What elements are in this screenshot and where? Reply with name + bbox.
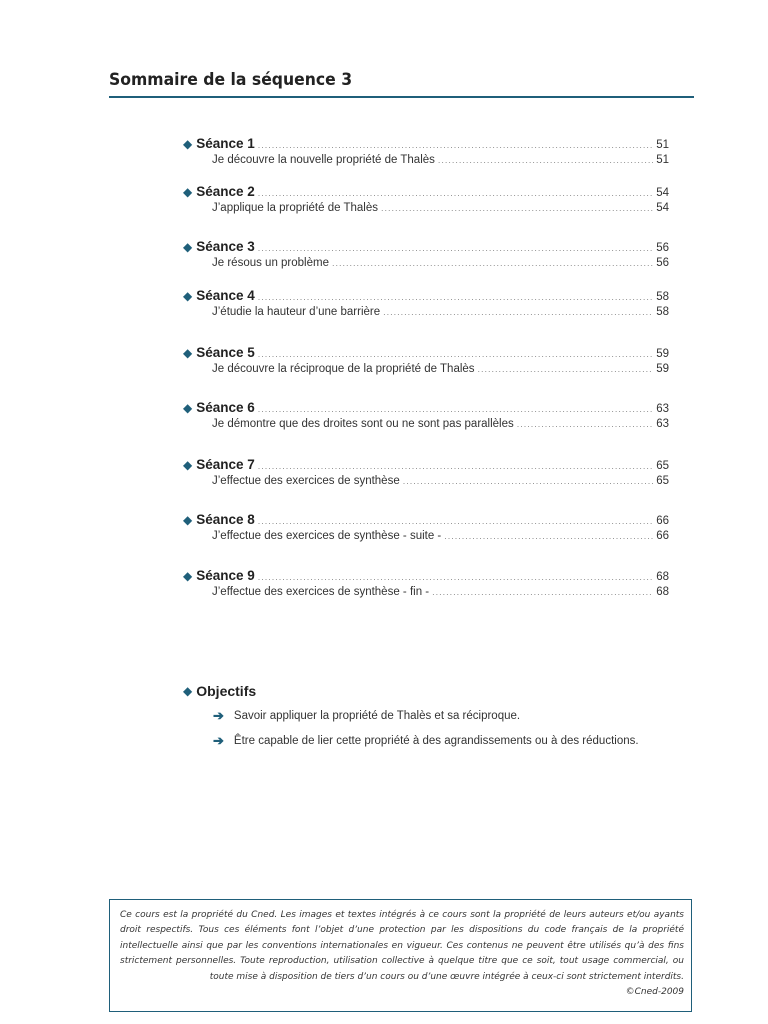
page-number: 58 [656,306,669,318]
toc-entry-5 [183,345,669,380]
arrow-right-icon: ➔ [213,708,224,723]
seance-title: Séance 6 [196,400,255,415]
seance-subtitle: J’effectue des exercices de synthèse - fin - [212,586,430,598]
toc-entry-9 [183,568,669,603]
diamond-icon: ◆ [183,401,193,415]
objectives-heading [183,683,683,699]
diamond-icon: ◆ [183,684,193,698]
seance-title: Séance 1 [196,136,255,151]
page-number: 59 [656,363,669,375]
subtitle-row[interactable] [183,363,669,380]
toc-entry-3 [183,239,669,274]
objective-text: Savoir appliquer la propriété de Thalès et sa réciproque. [233,710,521,722]
seance-row[interactable] [183,457,669,475]
seance-title: Séance 7 [196,457,255,472]
copyright-mark: ©Cned-2009 [625,987,684,998]
seance-subtitle: Je découvre la réciproque de la propriété de Thalès [212,363,475,375]
seance-row[interactable] [183,288,669,306]
seance-row[interactable] [183,568,669,586]
dot-leader [258,516,653,526]
dot-leader [432,587,653,597]
dot-leader [517,419,653,429]
toc-entry-2 [183,184,669,219]
seance-subtitle: Je démontre que des droites sont ou ne sont pas parallèles [212,418,514,430]
page-number: 68 [656,571,669,583]
toc-entry-6 [183,400,669,435]
seance-row[interactable] [183,239,669,257]
toc-entry-4 [183,288,669,323]
toc-entry-1 [183,136,669,171]
page-number: 58 [656,291,669,303]
page-number: 54 [656,187,669,199]
page-number: 68 [656,586,669,598]
page-number: 51 [656,154,669,166]
dot-leader [258,349,653,359]
page-number: 51 [656,139,669,151]
dot-leader [381,203,653,213]
page-number: 56 [656,242,669,254]
title-rule [109,96,694,98]
page-number: 54 [656,202,669,214]
dot-leader [383,307,653,317]
subtitle-row[interactable] [183,257,669,274]
seance-title: Séance 2 [196,184,255,199]
page-number: 66 [656,515,669,527]
dot-leader [444,531,653,541]
diamond-icon: ◆ [183,458,193,472]
subtitle-row[interactable] [183,202,669,219]
seance-title: Séance 4 [196,288,255,303]
seance-subtitle: J’effectue des exercices de synthèse - suite - [212,530,442,542]
dot-leader [258,572,653,582]
seance-subtitle: J’applique la propriété de Thalès [212,202,379,214]
page-number: 65 [656,475,669,487]
subtitle-row[interactable] [183,306,669,323]
subtitle-row[interactable] [183,154,669,171]
seance-title: Séance 8 [196,512,255,527]
objective-item [183,733,683,749]
objectives-section [183,683,683,749]
seance-title: Séance 3 [196,239,255,254]
seance-row[interactable] [183,512,669,530]
page-number: 63 [656,418,669,430]
objectives-title: Objectifs [196,683,257,699]
seance-row[interactable] [183,184,669,202]
dot-leader [258,140,653,150]
subtitle-row[interactable] [183,418,669,435]
dot-leader [258,461,653,471]
copyright-notice-text: Ce cours est la propriété du Cned. Les images et textes intégrés à ce cours sont la propriété de leurs auteurs et/ou ayants droit respectifs. Tous ces éléments font l’objet d’une protection par les dispositions du code français de la propriété intellectuelle ainsi que par les conventions internationales en vigueur. Ces contenus ne peuvent être utilisés qu’à des fins strictement personnelles. Toute reproduction, utilisation collective à quelque titre que ce soit, tout usage commercial, ou toute mise à disposition de tiers d’un cours ou d’une œuvre intégrée à ceux-ci sont strictement interdits. [120,910,684,982]
seance-title: Séance 5 [196,345,255,360]
diamond-icon: ◆ [183,289,193,303]
seance-subtitle: J’étudie la hauteur d’une barrière [212,306,381,318]
objective-text: Être capable de lier cette propriété à des agrandissements ou à des réductions. [233,735,639,747]
diamond-icon: ◆ [183,569,193,583]
page-number: 56 [656,257,669,269]
diamond-icon: ◆ [183,137,193,151]
objective-item [183,708,683,724]
dot-leader [403,476,653,486]
subtitle-row[interactable] [183,586,669,603]
seance-subtitle: J’effectue des exercices de synthèse [212,475,400,487]
page-number: 65 [656,460,669,472]
page-title: Sommaire de la séquence 3 [109,70,353,90]
diamond-icon: ◆ [183,346,193,360]
dot-leader [258,404,653,414]
seance-subtitle: Je découvre la nouvelle propriété de Thalès [212,154,435,166]
toc-entry-7 [183,457,669,492]
seance-row[interactable] [183,345,669,363]
subtitle-row[interactable] [183,475,669,492]
seance-row[interactable] [183,136,669,154]
copyright-notice-box [109,899,692,1012]
arrow-right-icon: ➔ [213,733,224,748]
toc-entry-8 [183,512,669,547]
page-number: 59 [656,348,669,360]
dot-leader [438,155,653,165]
page-number: 66 [656,530,669,542]
dot-leader [258,188,653,198]
dot-leader [258,243,653,253]
seance-row[interactable] [183,400,669,418]
page-number: 63 [656,403,669,415]
diamond-icon: ◆ [183,185,193,199]
dot-leader [332,258,653,268]
subtitle-row[interactable] [183,530,669,547]
dot-leader [478,364,654,374]
dot-leader [258,292,653,302]
seance-title: Séance 9 [196,568,255,583]
seance-subtitle: Je résous un problème [212,257,329,269]
diamond-icon: ◆ [183,240,193,254]
diamond-icon: ◆ [183,513,193,527]
